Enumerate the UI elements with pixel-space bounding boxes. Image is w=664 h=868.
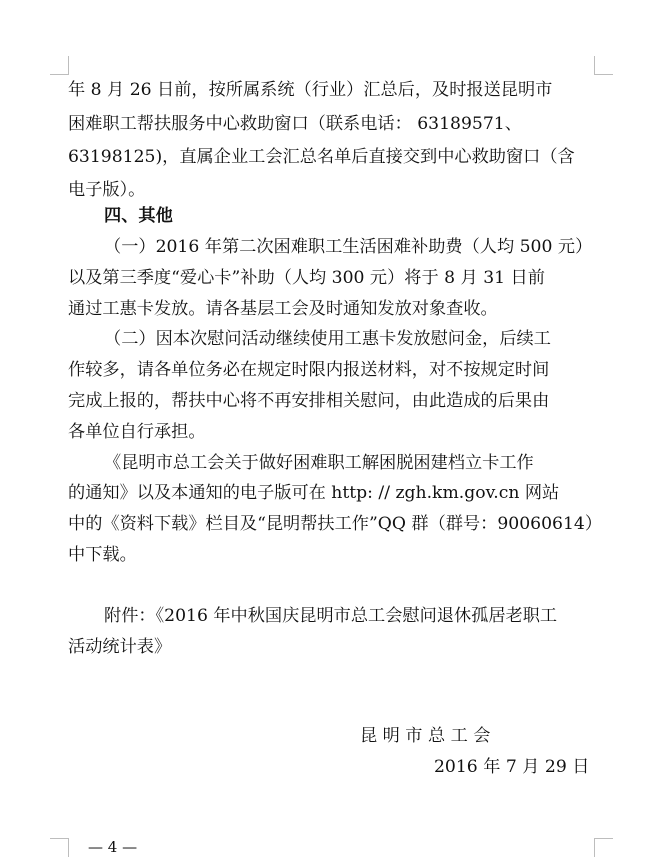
body-line: 电子版）。 <box>68 180 146 200</box>
body-line: 完成上报的，帮扶中心将不再安排相关慰问，由此造成的后果由 <box>68 391 550 411</box>
attachment-line: 附件：《2016 年中秋国庆昆明市总工会慰问退休孤居老职工 <box>104 606 558 626</box>
body-line: 困难职工帮扶服务中心救助窗口（联系电话： 63189571、 <box>68 114 522 134</box>
body-line: 作较多，请各单位务必在规定时限内报送材料，对不按规定时间 <box>68 360 550 380</box>
body-line: 《昆明市总工会关于做好困难职工解困脱困建档立卡工作 <box>104 453 534 473</box>
body-line: 63198125)，直属企业工会汇总名单后直接交到中心救助窗口（含 <box>68 147 575 167</box>
body-line: （一）2016 年第二次困难职工生活困难补助费（人均 500 元） <box>104 237 593 257</box>
crop-mark-bottom-left <box>50 838 69 857</box>
body-line: 各单位自行承担。 <box>68 422 206 442</box>
body-line: 中下载。 <box>68 545 137 565</box>
body-line: 年 8 月 26 日前，按所属系统（行业）汇总后，及时报送昆明市 <box>68 80 553 100</box>
section-heading: 四、其他 <box>104 206 173 226</box>
page-number: — 4 — <box>88 838 138 856</box>
signature-date: 2016 年 7 月 29 日 <box>434 757 590 777</box>
body-line: 中的《资料下载》栏目及“昆明帮扶工作”QQ 群（群号：90060614） <box>68 514 603 534</box>
signature-org: 昆 明 市 总 工 会 <box>360 726 491 746</box>
body-line: 以及第三季度“爱心卡”补助（人均 300 元）将于 8 月 31 日前 <box>68 268 545 288</box>
crop-mark-top-right <box>594 56 613 75</box>
attachment-line: 活动统计表》 <box>68 637 172 657</box>
body-line: 通过工惠卡发放。请各基层工会及时通知发放对象查收。 <box>68 299 498 319</box>
body-line: （二）因本次慰问活动继续使用工惠卡发放慰问金，后续工 <box>104 329 551 349</box>
body-line: 的通知》以及本通知的电子版可在 http: // zgh.km.gov.cn 网站 <box>68 483 560 503</box>
crop-mark-bottom-right <box>594 838 613 857</box>
crop-mark-top-left <box>50 56 69 75</box>
